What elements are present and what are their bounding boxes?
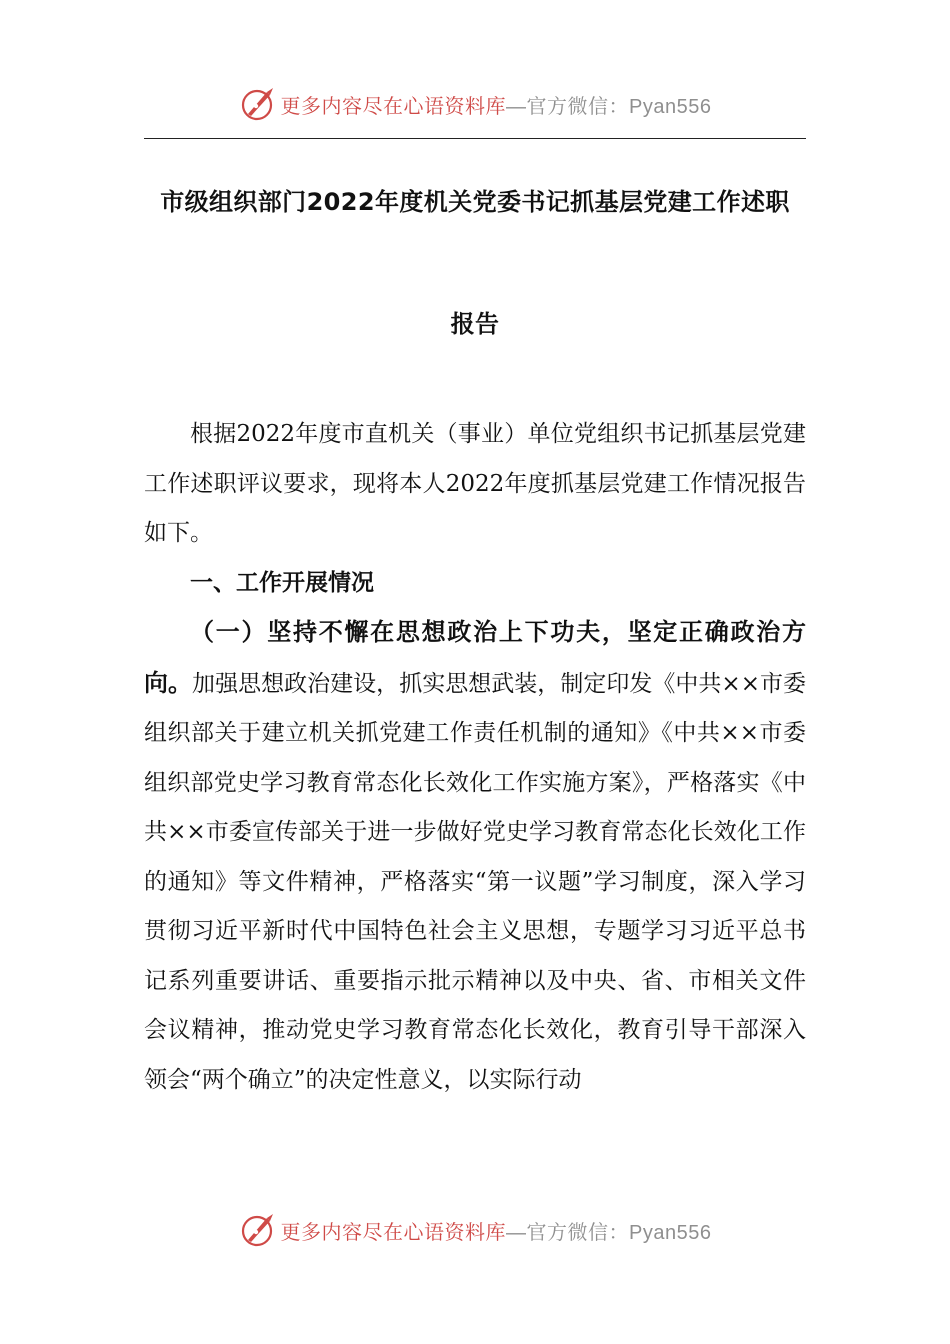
- document-title-line-2: 报告: [450, 310, 500, 338]
- footer-watermark-banner: [0, 1210, 950, 1250]
- header-watermark-banner: [0, 84, 950, 124]
- intro-paragraph: 根据2022年度市直机关（事业）单位党组织书记抓基层党建工作述职评议要求，现将本人2022年度抓基层党建工作情况报告如下。: [144, 421, 806, 546]
- section-heading: 一、工作开展情况: [190, 569, 374, 596]
- watermark-lead: 更多内容尽在心语资料库: [280, 93, 507, 118]
- quill-pen-logo-icon: [239, 1211, 277, 1249]
- quill-pen-logo-icon: [239, 85, 277, 123]
- watermark-text: [281, 1216, 712, 1245]
- paragraph-text: 加强思想政治建设，抓实思想武装，制定印发《中共××市委组织部关于建立机关抓党建工作责任机制的通知》《中共××市委组织部党史学习教育常态化长效化工作实施方案》，严格落实《中共××市委宣传部关于进一步做好党史学习教育常态化长效化工作的通知》等文件精神，严格落实“第一议题”学习制度，深入学习贯彻习近平新时代中国特色社会主义思想，专题学习习近平总书记系列重要讲话、重要指示批示精神以及中央、省、市相关文件会议精神，推动党史学习教育常态化长效化，教育引导干部深入领会“两个确立”的决定性意义，以实际行动: [144, 670, 807, 1093]
- header-divider: [144, 138, 806, 139]
- watermark-lead: 更多内容尽在心语资料库: [280, 1219, 507, 1244]
- watermark-text: [281, 90, 712, 119]
- watermark-tail: —官方微信：Pyan556: [506, 95, 712, 118]
- sub-heading: （一）坚持不懈在思想政治上下功夫，坚定正确政治方向。: [144, 618, 806, 697]
- section-paragraph: [144, 608, 806, 1105]
- document-body: [144, 410, 806, 1105]
- watermark-tail: —官方微信：Pyan556: [506, 1221, 712, 1244]
- document-title-line-1: 市级组织部门2022年度机关党委书记抓基层党建工作述职: [160, 188, 790, 216]
